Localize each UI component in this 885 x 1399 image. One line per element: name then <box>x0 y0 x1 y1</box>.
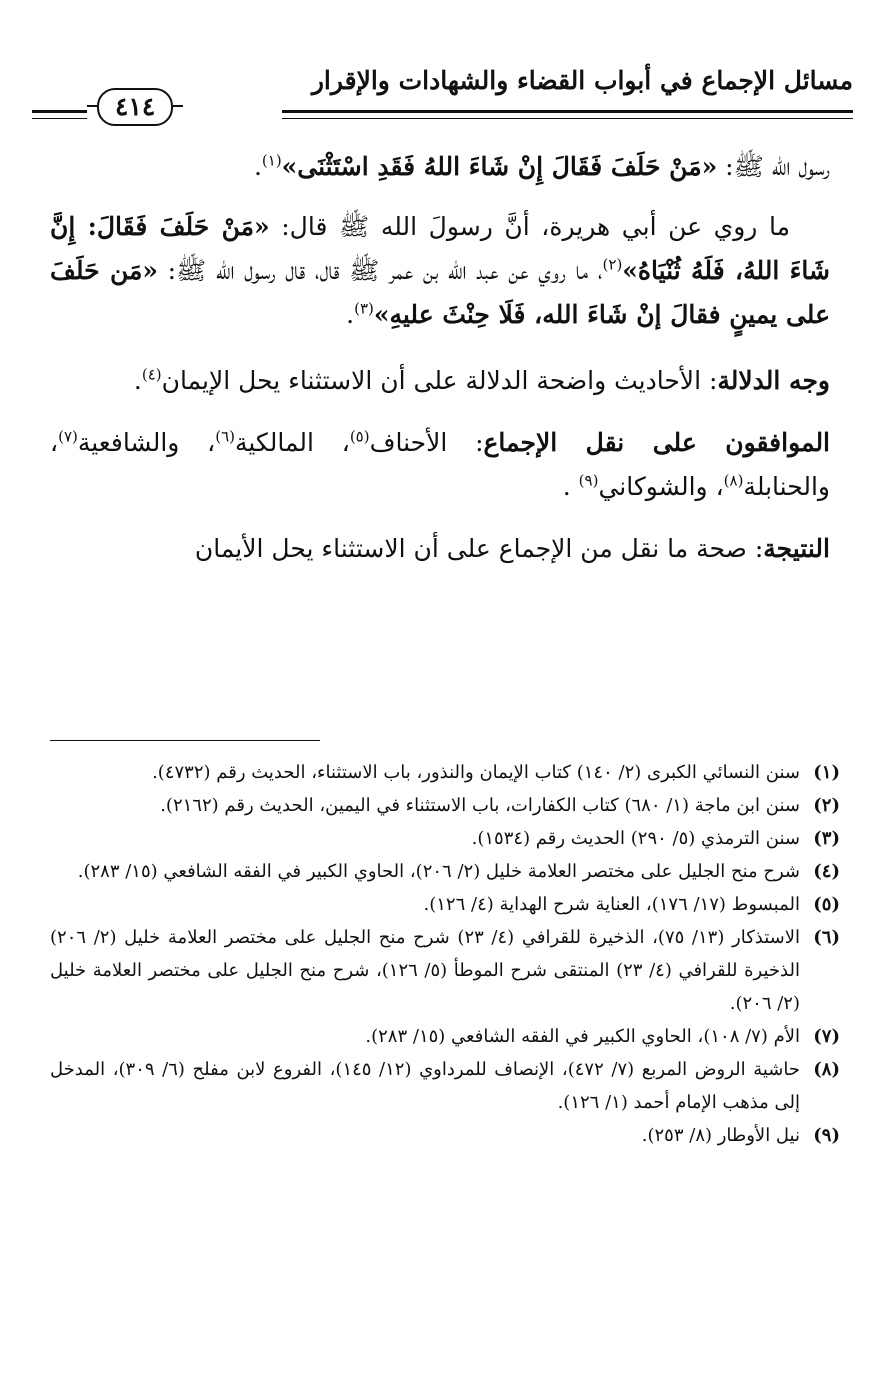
footnote-number: (٧) <box>813 1026 840 1047</box>
text: ، ما روي عن عبد الله بن عمر ﷺ قال، قال رسول الله ﷺ: <box>158 256 603 285</box>
footnote-text: الأم (٧/ ١٠٨)، الحاوي الكبير في الفقه الشافعي (١٥/ ٢٨٣). <box>365 1026 800 1047</box>
footnote <box>50 822 840 855</box>
page-header <box>32 66 853 128</box>
text: ، والشوكاني <box>598 472 724 501</box>
footnote <box>50 855 840 888</box>
header-rule-thin <box>282 118 853 119</box>
footnote <box>50 756 840 789</box>
footnote-divider <box>50 740 320 741</box>
text: . <box>133 366 142 395</box>
section-term: وجه الدلالة <box>717 366 830 395</box>
hadith-quote: «مَنْ حَلَفَ فَقَالَ: إِنَّ شَاءَ اللهُ، فَلَهُ ثُنْيَاهُ» <box>50 212 830 285</box>
text: ، والشافعية <box>77 428 216 457</box>
footnote-ref[interactable]: (٥) <box>349 427 370 446</box>
footnote <box>50 789 840 822</box>
footnote <box>50 1119 840 1152</box>
footnote-text: سنن ابن ماجة (١/ ٦٨٠) كتاب الكفارات، باب الاستثناء في اليمين، الحديث رقم (٢١٦٢). <box>160 795 800 816</box>
text: ، والحنابلة <box>50 428 830 501</box>
paragraph-consensus <box>50 421 830 509</box>
footnote-ref[interactable]: (٦) <box>215 427 235 446</box>
footnote-number: (٨) <box>813 1059 840 1080</box>
footnote <box>50 921 840 1020</box>
footnote <box>50 1020 840 1053</box>
footnote-number: (٣) <box>813 828 840 849</box>
text: . <box>253 152 262 181</box>
page-number: ٤١٤ <box>97 88 173 126</box>
footnote-number: (٢) <box>813 795 840 816</box>
paragraph-result <box>50 527 830 571</box>
text: . <box>562 472 579 501</box>
footnote-text: نيل الأوطار (٨/ ٢٥٣). <box>641 1125 800 1146</box>
footnote-text: حاشية الروض المربع (٧/ ٤٧٢)، الإنصاف للمرداوي (١٢/ ١٤٥)، الفروع لابن مفلح (٦/ ٣٠٩)، المدخل إلى مذهب الإمام أحمد (١/ ١٢٦). <box>50 1059 800 1113</box>
header-rule-left-thin <box>32 118 87 119</box>
section-term: الموافقون على نقل الإجماع <box>483 428 831 457</box>
paragraph-hadith-1 <box>50 145 830 189</box>
section-term: النتيجة <box>763 534 830 563</box>
text: ما روي عن أبي هريرة، أنَّ رسولَ الله ﷺ قال: <box>269 212 790 241</box>
footnote-ref[interactable]: (٨) <box>723 471 744 490</box>
hadith-quote: «مَن حَلَفَ على يمينٍ فقالَ إنْ شَاءَ الله، فَلَا حِنْثَ عليهِ» <box>50 256 830 329</box>
footnote <box>50 1053 840 1119</box>
hadith-quote: «مَنْ حَلَفَ فَقَالَ إِنْ شَاءَ اللهُ فَقَدِ اسْتَثْنَى» <box>281 152 718 181</box>
footnote-text: سنن الترمذي (٥/ ٢٩٠) الحديث رقم (١٥٣٤). <box>471 828 800 849</box>
header-rule <box>282 110 853 113</box>
footnote-number: (٤) <box>813 861 840 882</box>
footnote-text: الاستذكار (١٣/ ٧٥)، الذخيرة للقرافي (٤/ ٢٣) شرح منح الجليل على مختصر العلامة خليل (٢/ ٢٠٦) الذخيرة للقرافي (٤/ ٢٣) المنتقى شرح الموطأ (٥/ ١٢٦)، شرح منح الجليل على مختصر العلامة خليل (٢/ ٢٠٦). <box>50 927 800 1014</box>
running-title: مسائل الإجماع في أبواب القضاء والشهادات والإقرار <box>311 66 853 95</box>
footnote-ref[interactable]: (٤) <box>141 365 162 384</box>
footnote-ref[interactable]: (٩) <box>578 471 599 490</box>
footnote-ref[interactable]: (٧) <box>58 427 78 446</box>
text: . <box>346 300 355 329</box>
footnote-ref[interactable]: (١) <box>261 151 282 170</box>
main-text <box>50 145 830 571</box>
footnote-ref[interactable]: (٢) <box>602 255 623 274</box>
text: : الأحناف <box>369 428 484 457</box>
footnote-number: (١) <box>813 762 840 783</box>
paragraph-hadiths <box>50 205 830 337</box>
text: : الأحاديث واضحة الدلالة على أن الاستثناء يحل الإيمان <box>161 366 718 395</box>
footnote-number: (٥) <box>813 894 840 915</box>
text: ، المالكية <box>234 428 350 457</box>
text: رسول الله ﷺ: <box>717 152 830 181</box>
footnotes <box>50 756 840 1152</box>
footnote-number: (٦) <box>813 927 840 948</box>
footnote <box>50 888 840 921</box>
paragraph-evidence <box>50 359 830 403</box>
footnote-text: سنن النسائي الكبرى (٢/ ١٤٠) كتاب الإيمان والنذور، باب الاستثناء، الحديث رقم (٤٧٣٢). <box>152 762 800 783</box>
text: : صحة ما نقل من الإجماع على أن الاستثناء يحل الأيمان <box>194 534 764 563</box>
footnote-ref[interactable]: (٣) <box>354 299 374 318</box>
header-rule-left <box>32 110 87 113</box>
footnote-number: (٩) <box>813 1125 840 1146</box>
footnote-text: المبسوط (١٧/ ١٧٦)، العناية شرح الهداية (٤/ ١٢٦). <box>423 894 800 915</box>
footnote-text: شرح منح الجليل على مختصر العلامة خليل (٢/ ٢٠٦)، الحاوي الكبير في الفقه الشافعي (١٥/ ٢٨٣). <box>77 861 800 882</box>
